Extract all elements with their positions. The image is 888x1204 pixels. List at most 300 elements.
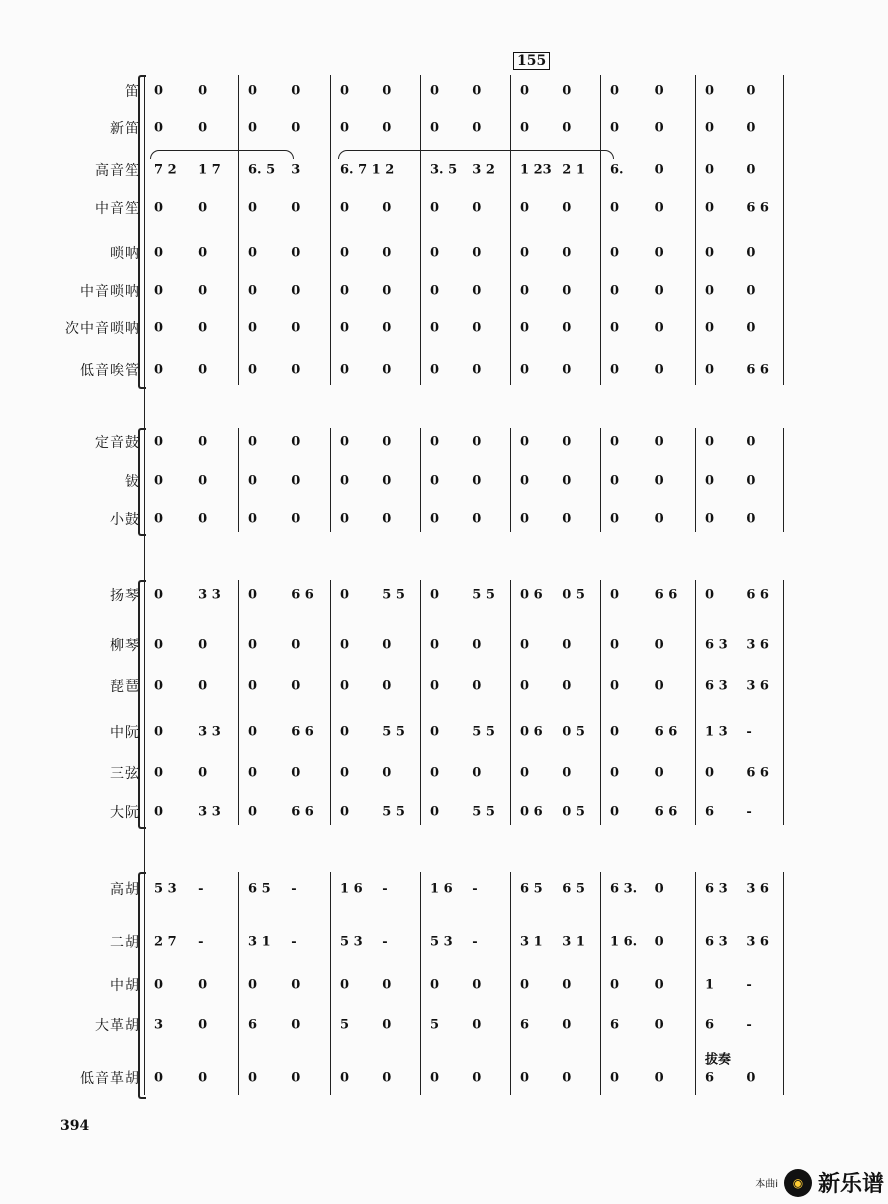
note: 0: [291, 511, 301, 527]
barline: [783, 428, 784, 532]
instrument-label: 小鼓: [110, 512, 140, 528]
note: 5 5: [382, 804, 405, 820]
barline: [420, 75, 421, 385]
note: 3 3: [198, 724, 221, 740]
note: 0: [248, 245, 258, 261]
note: 0: [472, 977, 482, 993]
note: 0: [154, 200, 164, 216]
note: 0: [248, 637, 258, 653]
note: 0: [562, 678, 572, 694]
note: -: [746, 724, 752, 740]
note: 0: [154, 804, 164, 820]
note: 0: [472, 320, 482, 336]
note: 0: [705, 434, 715, 450]
note: 0: [746, 83, 756, 99]
note: 0 5: [562, 724, 585, 740]
barline: [600, 428, 601, 532]
note: 3 1: [520, 934, 543, 950]
note: 0: [520, 678, 530, 694]
note: 7 2: [154, 162, 177, 178]
barline: [783, 75, 784, 385]
note: 0: [430, 200, 440, 216]
note: 0: [430, 804, 440, 820]
note: 6 6: [654, 724, 678, 740]
note: 0: [382, 678, 392, 694]
instrument-label: 新笛: [110, 121, 140, 137]
note: 0: [340, 804, 350, 820]
note: -: [472, 934, 478, 950]
note: 0: [654, 83, 664, 99]
note: 0: [430, 724, 440, 740]
note: 3 6: [746, 637, 769, 653]
note: 6. 5: [248, 162, 276, 178]
note: 6: [610, 1017, 620, 1033]
note: 0: [654, 1017, 664, 1033]
note: 0: [610, 120, 620, 136]
note: 0: [520, 120, 530, 136]
note: 0: [198, 245, 208, 261]
note: 0: [340, 765, 350, 781]
note: 0: [562, 434, 572, 450]
note: 0: [610, 587, 620, 603]
note: 0: [430, 362, 440, 378]
note: 0: [520, 511, 530, 527]
note: 0: [562, 1017, 572, 1033]
note: 0: [654, 765, 664, 781]
note: 6 6: [291, 804, 314, 820]
note: 0: [430, 637, 440, 653]
instrument-label: 唢呐: [110, 246, 140, 262]
note: 0: [472, 120, 482, 136]
note: -: [382, 934, 388, 950]
note: 0: [340, 245, 350, 261]
note: 5 5: [472, 724, 495, 740]
note: 0: [654, 320, 664, 336]
note: 0: [291, 678, 301, 694]
note: 0: [430, 83, 440, 99]
instrument-label: 中阮: [110, 725, 140, 741]
note: 0: [562, 245, 572, 261]
note: 0: [154, 511, 164, 527]
note: 0: [610, 724, 620, 740]
note: 0: [654, 362, 664, 378]
note: 3 3: [198, 587, 221, 603]
note: -: [746, 977, 752, 993]
note: 0: [430, 678, 440, 694]
note: 0: [430, 245, 440, 261]
note: 0: [430, 320, 440, 336]
note: 0: [198, 1070, 208, 1086]
footer-brand: 新乐谱: [817, 1172, 884, 1197]
note: 5: [340, 1017, 350, 1033]
note: 0: [654, 1070, 664, 1086]
note: 0: [562, 320, 572, 336]
note: 0: [472, 362, 482, 378]
note: 0: [654, 200, 664, 216]
note: 0: [430, 587, 440, 603]
note: 0: [430, 283, 440, 299]
note: 0: [562, 977, 572, 993]
note: 0: [248, 362, 258, 378]
note: 0: [610, 1070, 620, 1086]
note: 0: [154, 362, 164, 378]
note: 0: [610, 434, 620, 450]
note: 0: [154, 473, 164, 489]
note: 0: [562, 200, 572, 216]
note: 0: [705, 765, 715, 781]
note: 0: [610, 83, 620, 99]
note: 5: [430, 1017, 440, 1033]
note: 0: [472, 200, 482, 216]
slur: [338, 150, 614, 159]
note: 0: [654, 511, 664, 527]
note: 1 3: [705, 724, 728, 740]
note: 0: [562, 83, 572, 99]
note: 6 6: [746, 362, 769, 378]
note: 0: [382, 362, 392, 378]
note: 0: [654, 245, 664, 261]
barline: [695, 75, 696, 385]
note: 6 3.: [610, 881, 638, 897]
note: 0: [382, 120, 392, 136]
note: 0: [154, 283, 164, 299]
note: 6 3: [705, 637, 728, 653]
note: 0: [746, 434, 756, 450]
instrument-label: 高音笙: [95, 163, 140, 179]
note: 0: [610, 511, 620, 527]
note: 0: [340, 678, 350, 694]
instrument-label: 高胡: [110, 882, 140, 898]
note: 0 6: [520, 587, 543, 603]
note: 0: [248, 678, 258, 694]
note: 0: [654, 283, 664, 299]
note: 0: [382, 1017, 392, 1033]
rehearsal-mark: 155: [513, 52, 550, 70]
note: 0: [154, 765, 164, 781]
note: 6: [248, 1017, 258, 1033]
note: 2 1: [562, 162, 585, 178]
note: 0: [340, 283, 350, 299]
note: 0: [291, 434, 301, 450]
barline: [238, 580, 239, 825]
barline: [238, 75, 239, 385]
note: 0: [198, 473, 208, 489]
note: 0: [654, 473, 664, 489]
barline: [330, 580, 331, 825]
note: 0: [472, 678, 482, 694]
note: 0: [340, 724, 350, 740]
note: 0: [154, 587, 164, 603]
instrument-label: 琵琶: [110, 679, 140, 695]
note: 0: [198, 977, 208, 993]
instrument-label: 定音鼓: [95, 435, 140, 451]
barline: [510, 580, 511, 825]
instrument-label: 低音革胡: [80, 1071, 140, 1087]
note: 0: [430, 977, 440, 993]
note: 0: [610, 765, 620, 781]
note: 0: [562, 511, 572, 527]
note: 0: [746, 162, 756, 178]
note: 0: [291, 473, 301, 489]
note: 0: [430, 434, 440, 450]
note: 0: [340, 434, 350, 450]
note: 0: [154, 320, 164, 336]
note: 0: [472, 434, 482, 450]
note: 0: [154, 977, 164, 993]
note: 0: [382, 434, 392, 450]
note: 0 6: [520, 804, 543, 820]
note: 0: [154, 434, 164, 450]
note: 6: [705, 1017, 715, 1033]
note: 0: [654, 881, 664, 897]
note: 0: [291, 200, 301, 216]
note: 0: [248, 320, 258, 336]
note: 6 5: [562, 881, 585, 897]
note: 0: [430, 1070, 440, 1086]
barline: [330, 75, 331, 385]
note: 6 3: [705, 881, 728, 897]
note: 0: [198, 637, 208, 653]
note: 1: [705, 977, 715, 993]
note: 6: [705, 804, 715, 820]
note: 0: [705, 245, 715, 261]
note: 0: [654, 120, 664, 136]
note: 0: [472, 1070, 482, 1086]
note: 0: [654, 977, 664, 993]
note: 0: [520, 200, 530, 216]
note: 0: [154, 1070, 164, 1086]
instrument-label: 二胡: [110, 935, 140, 951]
note: 6 6: [654, 804, 678, 820]
note: 0: [520, 245, 530, 261]
note: 5 5: [382, 587, 405, 603]
note: 0: [382, 245, 392, 261]
note: -: [746, 804, 752, 820]
note: 3: [291, 162, 301, 178]
note: 6 6: [291, 587, 314, 603]
note: 0: [705, 473, 715, 489]
note: 0: [198, 120, 208, 136]
note: 0: [562, 765, 572, 781]
note: 1 6: [430, 881, 453, 897]
note: 0: [340, 83, 350, 99]
note: 3 6: [746, 934, 769, 950]
note: 0: [430, 120, 440, 136]
note: 3 2: [472, 162, 495, 178]
note: 1 6: [340, 881, 363, 897]
note: 0: [248, 434, 258, 450]
page-number: 394: [60, 1118, 90, 1134]
footer: [755, 1167, 884, 1198]
barline: [420, 428, 421, 532]
note: 0: [654, 162, 664, 178]
note: 0: [472, 765, 482, 781]
note: 6 6: [291, 724, 314, 740]
note: 0: [430, 511, 440, 527]
note: 0: [610, 200, 620, 216]
note: 1 23: [520, 162, 552, 178]
note: 0: [382, 977, 392, 993]
note: 0: [705, 120, 715, 136]
note: 0: [705, 283, 715, 299]
note: -: [198, 934, 204, 950]
slur: [150, 150, 294, 159]
note: 5 3: [154, 881, 177, 897]
note: 3. 5: [430, 162, 458, 178]
note: 0: [520, 434, 530, 450]
note: 0: [746, 1070, 756, 1086]
instrument-label: 笛: [125, 84, 140, 100]
note: 0: [520, 83, 530, 99]
barline: [695, 872, 696, 1095]
record-logo-icon: ◉: [784, 1169, 812, 1197]
note: 0: [291, 765, 301, 781]
note: 0: [154, 245, 164, 261]
note: 0: [248, 804, 258, 820]
note: 0: [198, 765, 208, 781]
note: 3 1: [562, 934, 585, 950]
note: 0: [382, 473, 392, 489]
note: 0: [248, 511, 258, 527]
note: 6 3: [705, 678, 728, 694]
note: 6.: [610, 162, 624, 178]
note: 0: [430, 473, 440, 489]
note: 0: [198, 283, 208, 299]
note: -: [746, 1017, 752, 1033]
note: 0: [291, 83, 301, 99]
note: 0: [705, 362, 715, 378]
note: 0 5: [562, 804, 585, 820]
barline: [600, 580, 601, 825]
instrument-label: 低音唉管: [80, 363, 140, 379]
note: 0: [340, 362, 350, 378]
note: 3 6: [746, 678, 769, 694]
note: -: [382, 881, 388, 897]
note: 0: [291, 637, 301, 653]
note: 0: [610, 245, 620, 261]
note: 0: [291, 245, 301, 261]
note: 5 5: [472, 587, 495, 603]
note: 0: [746, 320, 756, 336]
note: 0: [382, 765, 392, 781]
note: 0: [520, 473, 530, 489]
note: 0: [198, 362, 208, 378]
note: 0: [291, 977, 301, 993]
barline: [600, 872, 601, 1095]
barline: [783, 872, 784, 1095]
note: 0: [248, 283, 258, 299]
instrument-label: 三弦: [110, 766, 140, 782]
barline: [510, 872, 511, 1095]
note: 0: [520, 283, 530, 299]
note: 3: [154, 1017, 164, 1033]
note: 6. 7 1 2: [340, 162, 395, 178]
note: 0: [705, 511, 715, 527]
note: 0: [248, 724, 258, 740]
barline: [600, 75, 601, 385]
note: 5 5: [472, 804, 495, 820]
note: 0: [248, 200, 258, 216]
note: 0: [654, 934, 664, 950]
note: 0: [746, 473, 756, 489]
note: 0: [610, 637, 620, 653]
note: 0: [198, 320, 208, 336]
note: 0: [472, 511, 482, 527]
note: 0: [746, 511, 756, 527]
note: 0: [430, 765, 440, 781]
instrument-label: 扬琴: [110, 588, 140, 604]
barline: [783, 580, 784, 825]
barline: [420, 580, 421, 825]
barline: [695, 580, 696, 825]
note: 0 6: [520, 724, 543, 740]
note: 0: [198, 1017, 208, 1033]
note: 0: [198, 434, 208, 450]
note: 0: [248, 765, 258, 781]
barline: [238, 872, 239, 1095]
note: 0: [610, 678, 620, 694]
note: 0: [198, 511, 208, 527]
note: 0: [248, 977, 258, 993]
note: 0: [382, 637, 392, 653]
note: 0: [610, 473, 620, 489]
barline: [510, 428, 511, 532]
note: 0: [472, 83, 482, 99]
note: 6 6: [746, 200, 769, 216]
instrument-label: 大革胡: [95, 1018, 140, 1034]
note: 0: [705, 587, 715, 603]
note: 0: [610, 320, 620, 336]
note: -: [291, 881, 297, 897]
note: 0: [610, 804, 620, 820]
note: 0: [291, 362, 301, 378]
note: 2 7: [154, 934, 177, 950]
note: 0: [248, 120, 258, 136]
note: 0: [198, 83, 208, 99]
instrument-label: 大阮: [110, 805, 140, 821]
note: 0: [705, 83, 715, 99]
footer-small-text: 本曲i: [755, 1179, 778, 1190]
note: 0: [340, 587, 350, 603]
note: 0: [520, 320, 530, 336]
note: 0: [705, 320, 715, 336]
note: 0: [382, 200, 392, 216]
note: 0: [654, 678, 664, 694]
note: 0: [248, 83, 258, 99]
note: 5 5: [382, 724, 405, 740]
note: 0: [562, 120, 572, 136]
note: 6 5: [248, 881, 271, 897]
note: 6 3: [705, 934, 728, 950]
note: 0: [154, 678, 164, 694]
note: 0: [291, 120, 301, 136]
note: 0: [705, 200, 715, 216]
note: 0: [340, 637, 350, 653]
note: 0: [562, 637, 572, 653]
note: 6 6: [746, 765, 769, 781]
instrument-label: 中胡: [110, 978, 140, 994]
note: 0: [746, 245, 756, 261]
note: -: [198, 881, 204, 897]
note: 6 6: [654, 587, 678, 603]
barline: [238, 428, 239, 532]
note: 6 6: [746, 587, 769, 603]
note: 0: [340, 473, 350, 489]
note: 1 6.: [610, 934, 638, 950]
note: 0: [472, 283, 482, 299]
note: 0: [248, 1070, 258, 1086]
note: 0: [340, 200, 350, 216]
